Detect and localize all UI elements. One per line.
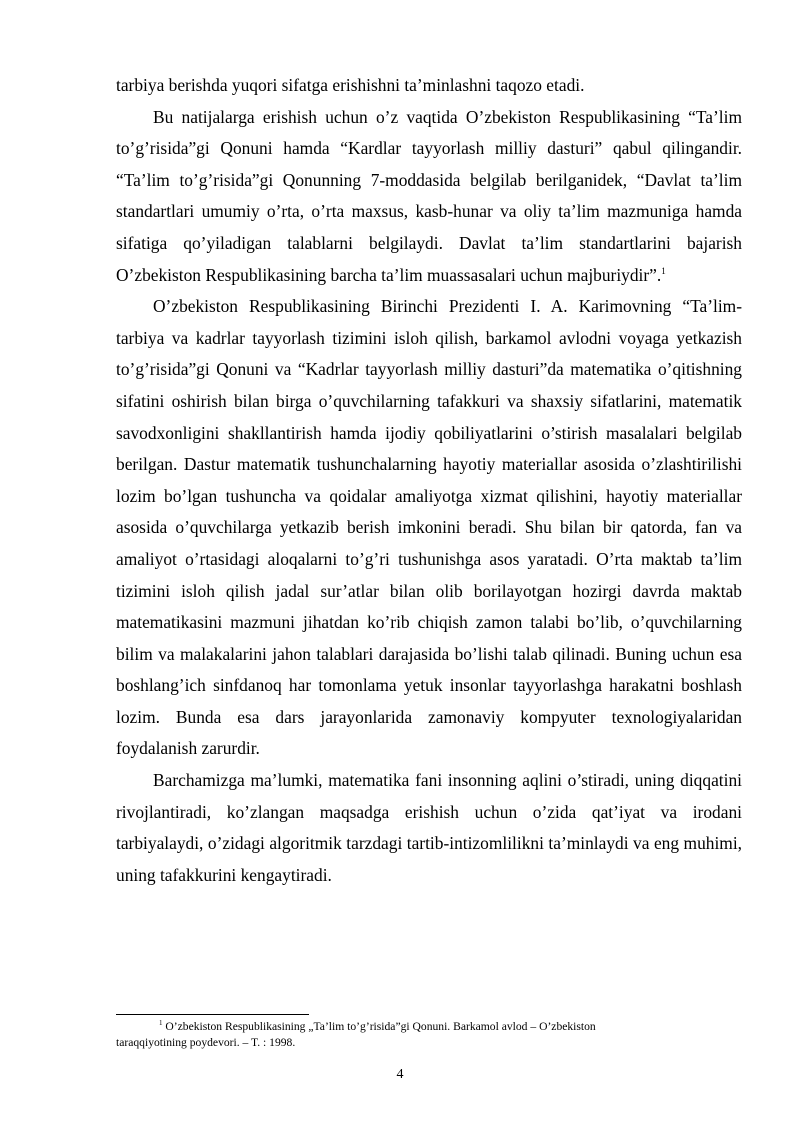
- paragraph-3-text: O’zbekiston Respublikasining Birinchi Prezidenti I. A. Karimovning “Ta’lim-tarbiya va kadrlar tayyorlash tizimini isloh qilish, barkamol avlodni voyaga yetkazish to’g’risida”gi Qonuni va “Kadrlar tayyorlash milliy dasturi”da matematika o’qitishning sifatini oshirish bilan birga o’quvchilarning tafakkuri va shaxsiy sifatlarini, matematik savodxonligini shakllantirish hamda ijodiy qobiliyatlarini o’stirish masalalari belgilab berilgan. Dastur matematik tushunchalarning hayotiy materiallar asosida o’zlashtirilishi lozim bo’lgan tushuncha va qoidalar amaliyotga xizmat qilishini, hayotiy materiallar asosida o’quvchilarga yetkazib berish imkonini beradi. Shu bilan bir qatorda, fan va amaliyot o’rtasidagi aloqalarni to’g’ri tushunishga asos yaratadi. O’rta maktab ta’lim tizimini isloh qilish jadal sur’atlar bilan olib borilayotgan hozirgi davrda maktab matematikasini mazmuni jihatdan ko’rib chiqish zamon talabi bo’lib, o’quvchilarning bilim va malakalarini jahon talablari darajasida bo’lishi talab qilinadi. Buning uchun esa boshlang’ich sinfdanoq har tomonlama yetuk insonlar tayyorlashga harakatni boshlash lozim. Bunda esa dars jarayonlarida zamonaviy kompyuter texnologiyalaridan foydalanish zarurdir.: [116, 296, 742, 759]
- footnote-reference[interactable]: 1: [661, 265, 666, 276]
- footnote-text-1: O’zbekiston Respublikasining „Ta’lim to’g’risida”gi Qonuni. Barkamol avlod – O’zbekiston: [165, 1020, 596, 1033]
- paragraph-3: [116, 291, 742, 765]
- paragraph-2: [116, 102, 742, 292]
- paragraph-4: [116, 765, 742, 891]
- document-body: [116, 70, 742, 891]
- page-number: 4: [396, 1067, 404, 1082]
- footnote-line-2: taraqqiyotining poydevori. – T. : 1998.: [116, 1036, 296, 1049]
- paragraph-4-text: Barchamizga ma’lumki, matematika fani insonning aqlini o’stiradi, uning diqqatini rivojlantiradi, ko’zlangan maqsadga erishish uchun o’zida qat’iyat va irodani tarbiyalaydi, o’zidagi algoritmik tarzdagi tartib-intizomlilikni ta’minlaydi va eng muhimi, uning tafakkurini kengaytiradi.: [116, 770, 742, 885]
- paragraph-2-text: Bu natijalarga erishish uchun o’z vaqtida O’zbekiston Respublikasining “Ta’lim to’g’risida”gi Qonuni hamda “Kardlar tayyorlash milliy dasturi” qabul qilingandir. “Ta’lim to’g’risida”gi Qonunning 7-moddasida belgilab berilganidek, “Davlat ta’lim standartlari umumiy o’rta, o’rta maxsus, kasb-hunar va oliy ta’lim mazmuniga hamda sifatiga qo’yiladigan talablarni belgilaydi. Davlat ta’lim standartlarini bajarish O’zbekiston Respublikasining barcha ta’lim muassasalari uchun majburiydir”.: [116, 106, 742, 285]
- paragraph-1: [116, 70, 742, 102]
- footnote-separator: [116, 1014, 309, 1015]
- footnote-marker: 1: [159, 1019, 163, 1028]
- footnote-line-1: [116, 1019, 742, 1035]
- footnote: [116, 1019, 742, 1051]
- paragraph-1-text: tarbiya berishda yuqori sifatga erishishni ta’minlashni taqozo etadi.: [116, 75, 585, 95]
